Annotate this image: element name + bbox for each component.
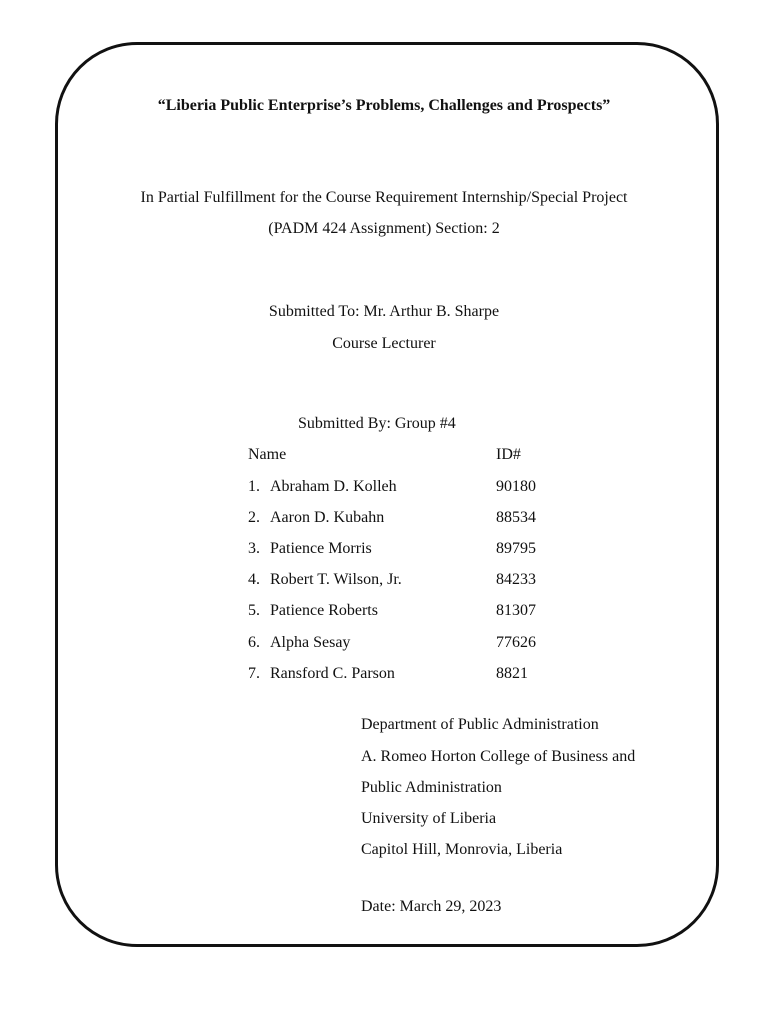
- member-id: 89795: [496, 540, 536, 557]
- university-line: University of Liberia: [361, 810, 497, 827]
- member-name: Patience Morris: [270, 540, 372, 557]
- college-line-continued: Public Administration: [361, 779, 502, 796]
- member-number: 5.: [248, 602, 260, 619]
- fulfillment-line-1: In Partial Fulfillment for the Course Requirement Internship/Special Project: [140, 189, 628, 206]
- member-number: 7.: [248, 665, 260, 682]
- member-number: 1.: [248, 478, 260, 495]
- members-header-name: Name: [248, 446, 287, 463]
- member-name: Patience Roberts: [270, 602, 378, 619]
- document-title: “Liberia Public Enterprise’s Problems, Challenges and Prospects”: [157, 97, 611, 114]
- submission-date: Date: March 29, 2023: [361, 898, 502, 915]
- member-name: Aaron D. Kubahn: [270, 509, 385, 526]
- member-id: 90180: [496, 478, 536, 495]
- member-id: 81307: [496, 602, 536, 619]
- submitted-by: Submitted By: Group #4: [298, 415, 456, 432]
- college-line: A. Romeo Horton College of Business and: [361, 748, 636, 765]
- member-number: 6.: [248, 634, 260, 651]
- member-id: 77626: [496, 634, 536, 651]
- lecturer-role: Course Lecturer: [332, 335, 436, 352]
- department-line: Department of Public Administration: [361, 716, 599, 733]
- member-id: 88534: [496, 509, 536, 526]
- member-name: Abraham D. Kolleh: [270, 478, 397, 495]
- member-id: 8821: [496, 665, 528, 682]
- member-number: 3.: [248, 540, 260, 557]
- member-number: 4.: [248, 571, 260, 588]
- member-name: Robert T. Wilson, Jr.: [270, 571, 402, 588]
- address-line: Capitol Hill, Monrovia, Liberia: [361, 841, 563, 858]
- member-name: Alpha Sesay: [270, 634, 351, 651]
- member-name: Ransford C. Parson: [270, 665, 395, 682]
- members-header-id: ID#: [496, 446, 521, 463]
- member-id: 84233: [496, 571, 536, 588]
- fulfillment-line-2: (PADM 424 Assignment) Section: 2: [268, 220, 500, 237]
- member-number: 2.: [248, 509, 260, 526]
- submitted-to: Submitted To: Mr. Arthur B. Sharpe: [268, 303, 500, 320]
